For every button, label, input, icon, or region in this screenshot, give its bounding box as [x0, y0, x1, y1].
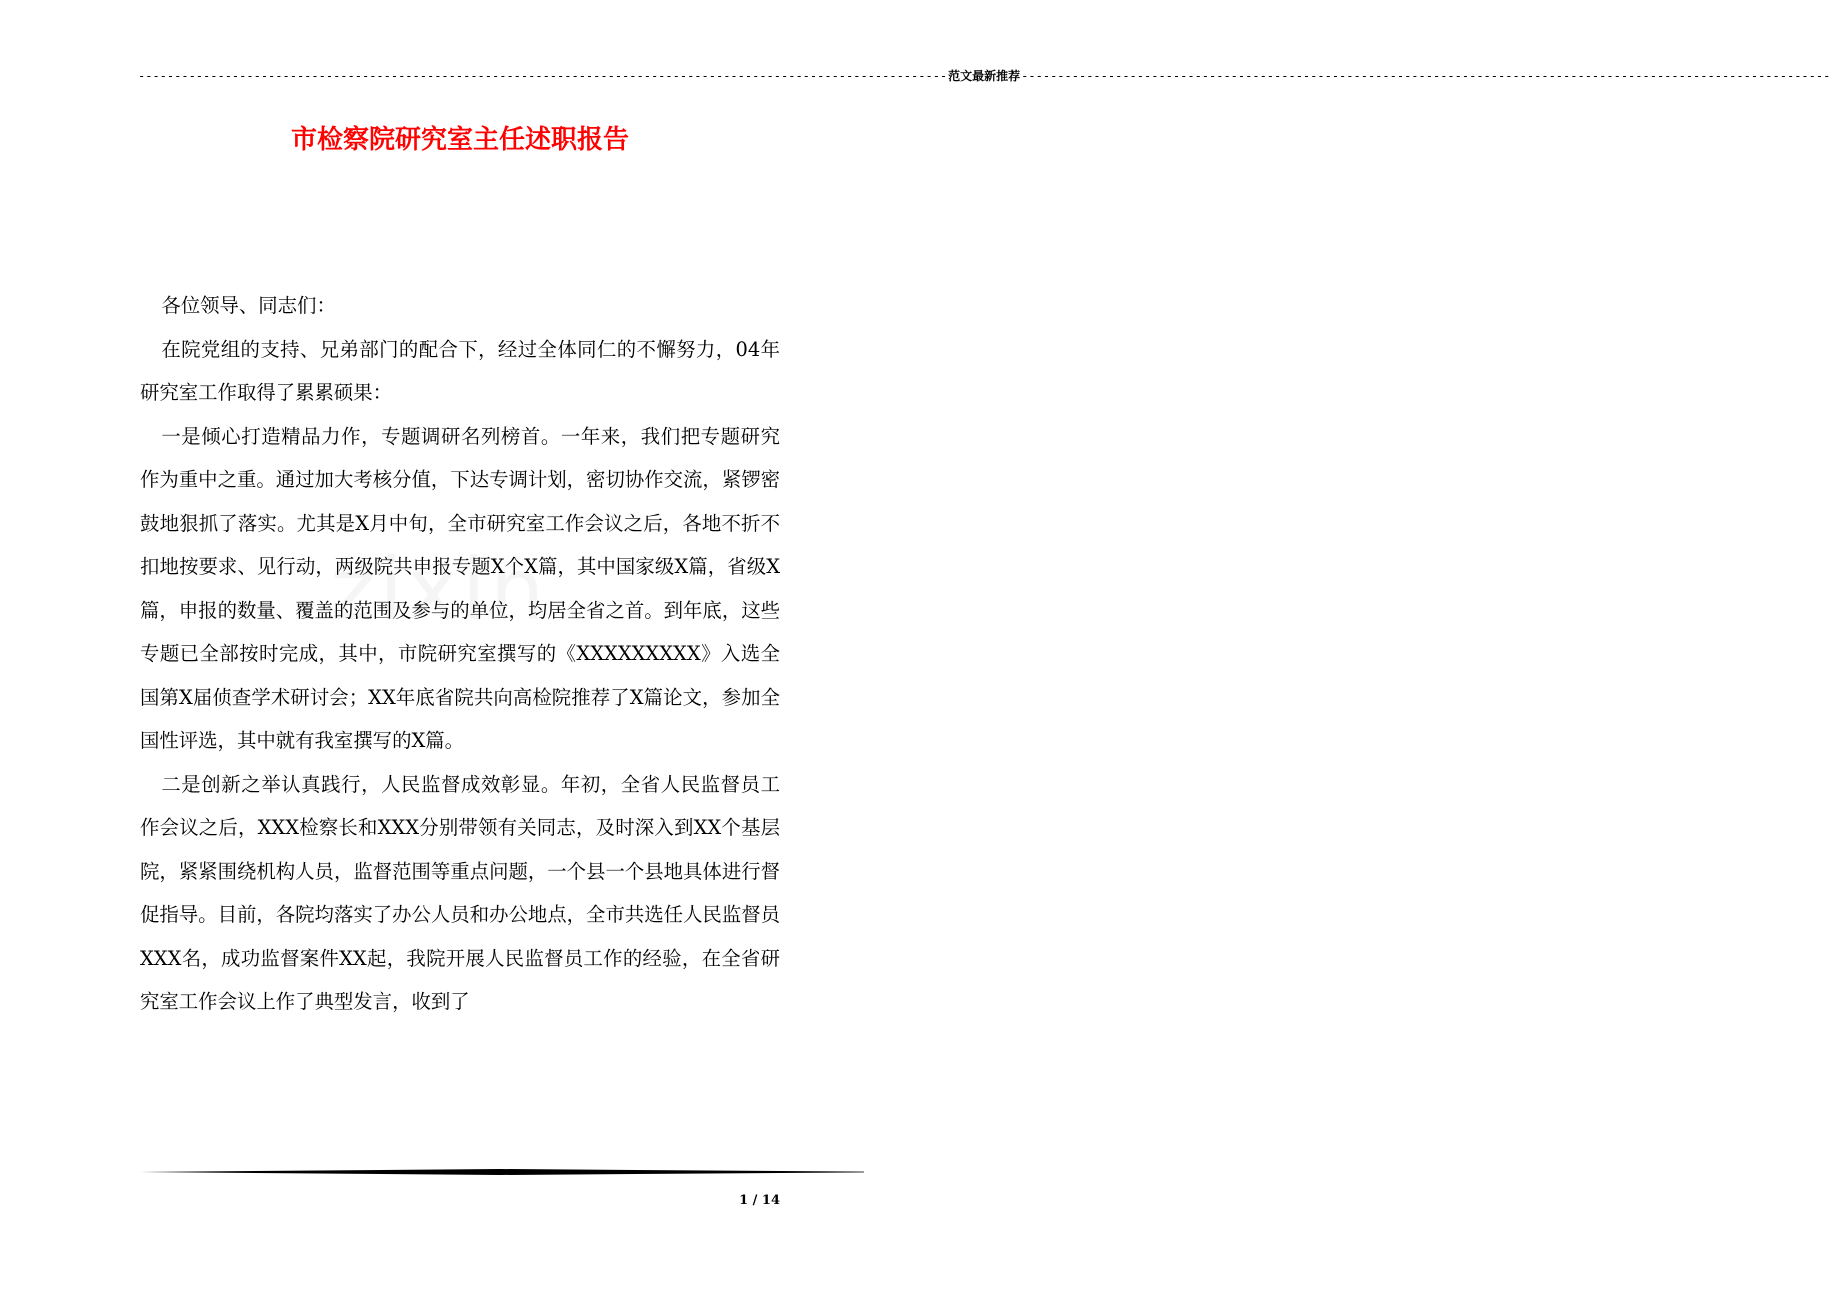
- header-dash-right: ----------------------------------------------------------------------------------------------------------------: [1021, 69, 1830, 83]
- page-number: 1 / 14: [739, 1193, 780, 1208]
- paragraph-point-two: 二是创新之举认真践行，人民监督成效彰显。年初，全省人民监督员工作会议之后，XXX检察长和XXX分别带领有关同志，及时深入到XX个基层院，紧紧围绕机构人员，监督范围等重点问题，一个县一个县地具体进行督促指导。目前，各院均落实了办公人员和办公地点，全市共选任人民监督员XXX名，成功监督案件XX起，我院开展人民监督员工作的经验，在全省研究室工作会议上作了典型发言，收到了: [140, 772, 780, 1013]
- footer-rule-shape: [140, 1169, 864, 1175]
- header-label: 范文最新推荐: [948, 69, 1021, 83]
- document-title: 市检察院研究室主任述职报告: [290, 125, 629, 155]
- paragraph-intro: 在院党组的支持、兄弟部门的配合下，经过全体同仁的不懈努力，04年研究室工作取得了累累硕果：: [140, 337, 780, 404]
- paragraph-greeting: 各位领导、同志们：: [161, 294, 336, 317]
- header-dash-left: ----------------------------------------------------------------------------------------------------------------: [138, 69, 948, 83]
- document-body: [140, 284, 780, 1024]
- page-header: [138, 68, 1830, 84]
- footer-rule: [140, 1168, 864, 1176]
- paragraph-point-one: 一是倾心打造精品力作，专题调研名列榜首。一年来，我们把专题研究作为重中之重。通过加大考核分值，下达专调计划，密切协作交流，紧锣密鼓地狠抓了落实。尤其是X月中旬，全市研究室工作会议之后，各地不折不扣地按要求、见行动，两级院共申报专题X个X篇，其中国家级X篇，省级X篇，申报的数量、覆盖的范围及参与的单位，均居全省之首。到年底，这些专题已全部按时完成，其中，市院研究室撰写的《XXXXXXXXX》入选全国第X届侦查学术研讨会；XX年底省院共向高检院推荐了X篇论文，参加全国性评选，其中就有我室撰写的X篇。: [140, 424, 780, 752]
